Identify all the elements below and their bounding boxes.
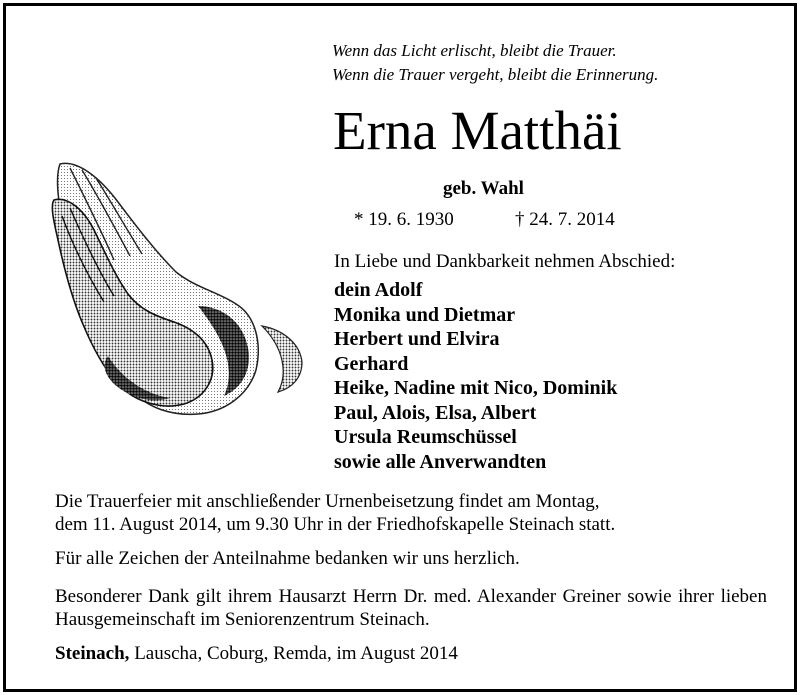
general-thanks: Für alle Zeichen der Anteilnahme bedanken wir uns herzlich. <box>55 548 520 569</box>
farewell-intro: In Liebe und Dankbarkeit nehmen Abschied: <box>334 251 676 272</box>
praying-hands-icon <box>48 156 308 418</box>
mourner: dein Adolf <box>334 279 423 301</box>
maiden-name: geb. Wahl <box>443 178 524 199</box>
deceased-name: Erna Matthäi <box>333 100 622 161</box>
closing-line <box>55 643 458 665</box>
mourners-list <box>334 278 617 474</box>
mourner: Herbert und Elvira <box>334 328 500 350</box>
service-notice <box>55 491 755 536</box>
poem-line: Wenn das Licht erlischt, bleibt die Trauer. <box>332 41 617 60</box>
service-line: dem 11. August 2014, um 9.30 Uhr in der Friedhofskapelle Steinach statt. <box>55 513 616 535</box>
mourner: sowie alle Anverwandten <box>334 450 547 473</box>
closing-rest: Lauscha, Coburg, Remda, im August 2014 <box>129 643 458 664</box>
mourner: Gerhard <box>334 352 409 375</box>
mourner: Ursula Reumschüssel <box>334 426 517 448</box>
death-date: † 24. 7. 2014 <box>515 209 615 230</box>
obituary-frame <box>3 3 797 692</box>
mourner: Paul, Alois, Elsa, Albert <box>334 401 537 424</box>
birth-date: * 19. 6. 1930 <box>354 209 454 230</box>
poem-line: Wenn die Trauer vergeht, bleibt die Erinnerung. <box>332 65 659 84</box>
mourner: Monika und Dietmar <box>334 303 516 326</box>
mourner: Heike, Nadine mit Nico, Dominik <box>334 377 618 399</box>
special-thanks: Besonderer Dank gilt ihrem Hausarzt Herrn Dr. med. Alexander Greiner sowie ihrer lieben Hausgemeinschaft im Seniorenzentrum Steinach. <box>55 586 767 630</box>
closing-place: Steinach, <box>55 643 130 664</box>
service-line: Die Trauerfeier mit anschließender Urnenbeisetzung findet am Montag, <box>55 491 600 512</box>
poem <box>332 39 658 87</box>
